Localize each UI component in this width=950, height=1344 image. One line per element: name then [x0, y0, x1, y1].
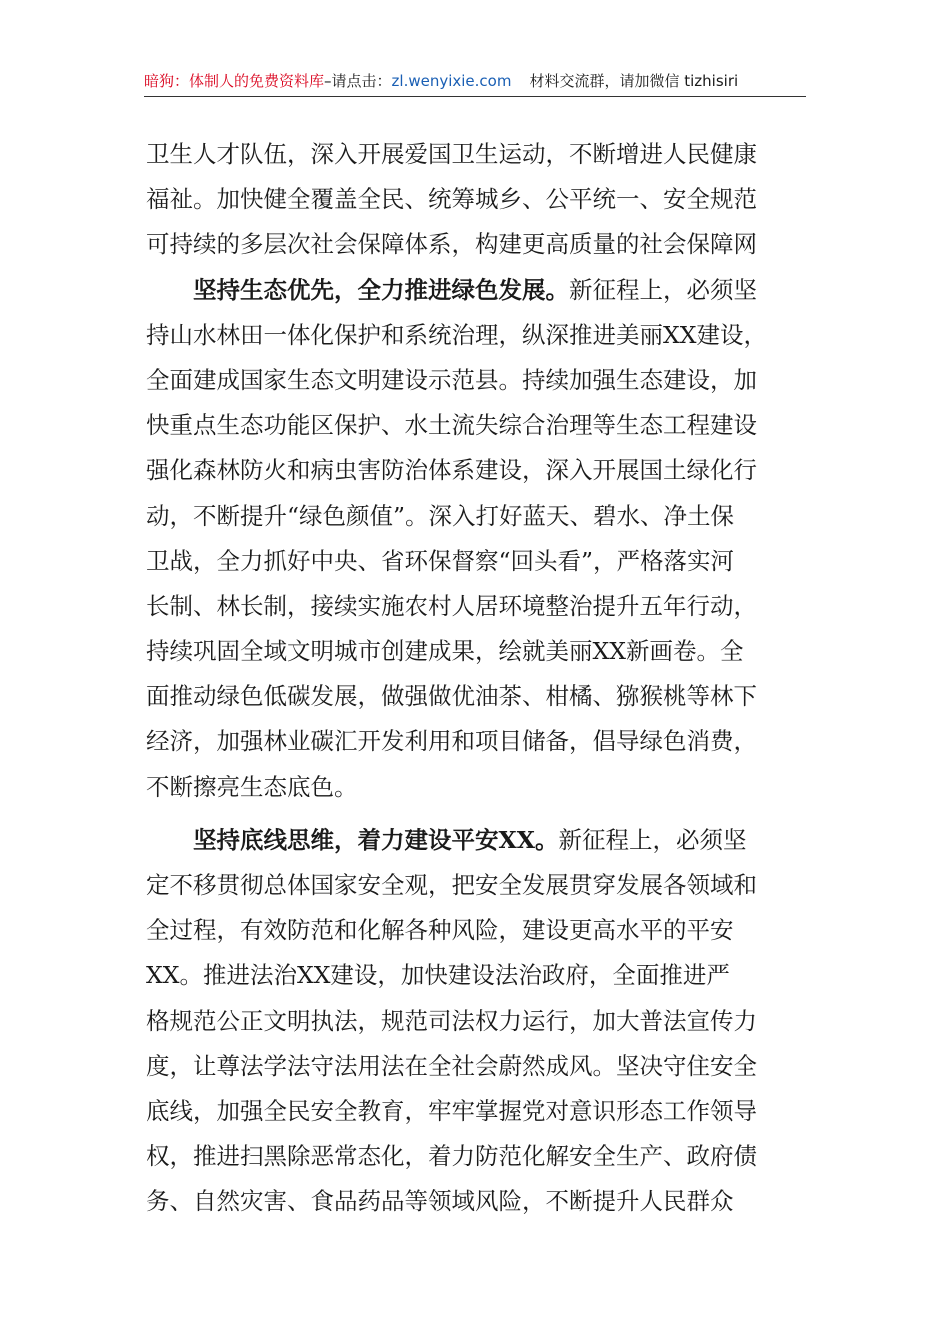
paragraph-green-development: [146, 268, 810, 810]
text-line: 持山水林田一体化保护和系统治理，纵深推进美丽XX建设，: [146, 320, 767, 349]
text-line: 卫战，全力抓好中央、省环保督察“回头看”，严格落实河: [146, 546, 735, 575]
header-url-link[interactable]: zl.wenyixie.com: [391, 72, 512, 90]
header-site-name: 暗狗：体制人的免费资料库: [144, 72, 325, 90]
header-group-note: 材料交流群，请加微信 tizhisiri: [529, 72, 739, 90]
text-line: 卫生人才队伍，深入开展爱国卫生运动，不断增进人民健康: [146, 140, 757, 168]
text-line: 底线，加强全民安全教育，牢牢掌握党对意识形态工作领导: [146, 1096, 757, 1125]
paragraph-first-line: [146, 268, 810, 313]
text-fragment: 新征程上，必须坚: [558, 825, 747, 854]
text-line: 务、自然灾害、食品药品等领域风险，不断提升人民群众: [146, 1187, 734, 1216]
text-line: 格规范公正文明执法，规范司法权力运行，加大普法宣传力: [146, 1006, 757, 1035]
text-fragment: 新征程上，必须坚: [569, 275, 757, 304]
paragraph-social-security: [146, 132, 810, 268]
text-line: 长制、林长制，接续实施农村人居环境整治提升五年行动，: [146, 591, 757, 620]
text-line: 动，不断提升“绿色颜值”。深入打好蓝天、碧水、净土保: [146, 501, 735, 530]
header-click-prompt: –请点击：: [324, 72, 392, 90]
page-header: [144, 68, 806, 97]
paragraph-gap: [146, 810, 810, 818]
text-line: 全面建成国家生态文明建设示范县。持续加强生态建设，加: [146, 365, 757, 394]
text-line: 福祉。加快健全覆盖全民、统筹城乡、公平统一、安全规范: [146, 185, 757, 214]
text-line: 权，推进扫黑除恶常态化，着力防范化解安全生产、政府债: [146, 1142, 757, 1171]
text-line: 全过程，有效防范和化解各种风险，建设更高水平的平安: [146, 916, 734, 945]
paragraph-heading: 坚持底线思维，着力建设平安XX。: [193, 825, 559, 854]
text-line: 面推动绿色低碳发展，做强做优油茶、柑橘、猕猴桃等林下: [146, 682, 757, 711]
paragraph-first-line: [146, 818, 810, 863]
text-line: XX。推进法治XX建设，加快建设法治政府，全面推进严: [146, 961, 730, 990]
paragraph-safe-county: [146, 818, 810, 1225]
document-body: [146, 132, 810, 1225]
text-line: 可持续的多层次社会保障体系，构建更高质量的社会保障网: [146, 230, 757, 259]
text-line: 持续巩固全域文明城市创建成果，绘就美丽XX新画卷。全: [146, 637, 744, 666]
text-line: 快重点生态功能区保护、水土流失综合治理等生态工程建设: [146, 411, 757, 440]
paragraph-heading: 坚持生态优先，全力推进绿色发展。: [193, 275, 569, 304]
text-line: 经济，加强林业碳汇开发利用和项目储备，倡导绿色消费，: [146, 727, 757, 756]
text-line: 强化森林防火和病虫害防治体系建设，深入开展国土绿化行: [146, 456, 757, 485]
text-line: 定不移贯彻总体国家安全观，把安全发展贯穿发展各领域和: [146, 871, 757, 899]
text-line: 不断擦亮生态底色。: [146, 772, 358, 801]
text-line: 度，让尊法学法守法用法在全社会蔚然成风。坚决守住安全: [146, 1051, 757, 1080]
